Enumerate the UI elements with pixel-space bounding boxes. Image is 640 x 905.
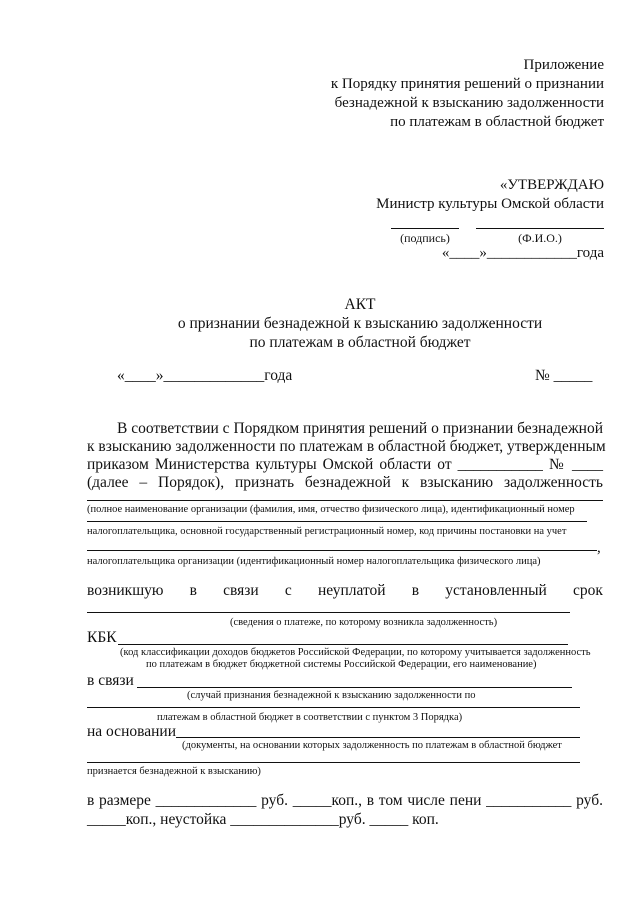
amount-line: в размере _____________ руб. _____коп., в том числе пени ___________ руб. <box>87 792 603 809</box>
arose-row <box>87 582 603 600</box>
hint-text: налогоплательщика, основной государственный регистрационный номер, код причины постановки на учет <box>87 526 567 537</box>
arose-word: в <box>189 582 197 599</box>
body-line: приказом Министерства культуры Омской области от ___________ № ____ <box>87 456 603 473</box>
arose-word: неуплатой <box>317 582 386 599</box>
arose-word: установленный <box>445 582 547 599</box>
act-subtitle: по платежам в областной бюджет <box>249 334 471 351</box>
approve-position: Министр культуры Омской области <box>376 196 604 212</box>
arose-word: срок <box>573 582 603 599</box>
arose-word: в <box>411 582 420 599</box>
basis-line <box>176 737 580 738</box>
kbk-label: КБК <box>87 629 117 646</box>
hint-text: (код классификации доходов бюджетов Российской Федерации, по которому учитывается задолженность <box>120 647 591 658</box>
appendix-line: по платежам в областной бюджет <box>390 114 604 130</box>
act-title: АКТ <box>344 296 376 313</box>
hint-text: (случай признания безнадежной к взысканию задолженности по <box>187 690 476 701</box>
approve-heading: «УТВЕРЖДАЮ <box>499 177 604 193</box>
hint-text: признается безнадежной к взысканию) <box>87 766 261 777</box>
arose-word: связи <box>223 582 259 599</box>
due-line <box>137 687 572 688</box>
due-label: в связи <box>87 672 134 689</box>
name-caption: (Ф.И.О.) <box>518 231 562 245</box>
name-line <box>476 228 604 229</box>
amount-line: _____коп., неустойка ______________руб. _____ коп. <box>87 811 439 828</box>
comma: , <box>597 540 601 556</box>
hint-text: (документы, на основании которых задолженность по платежам в областной бюджет <box>182 740 562 751</box>
appendix-line: к Порядку принятия решений о признании <box>330 76 604 92</box>
signature-line <box>391 228 459 229</box>
arose-word: возникшую <box>87 582 164 599</box>
body-line: (далее – Порядок), признать безнадежной к взысканию задолженность <box>87 474 603 491</box>
arose-word: с <box>284 582 292 599</box>
act-date: «____»_____________года <box>117 367 293 384</box>
debtor-line <box>87 521 587 522</box>
hint-text: (полное наименование организации (фамилия, имя, отчество физического лица), идентификационный номер <box>87 504 575 515</box>
debtor-line <box>87 500 603 501</box>
basis-label: на основании <box>87 723 176 740</box>
hint-text: налогоплательщика организации (идентификационный номер налогоплательщика физического лица) <box>87 556 541 567</box>
kbk-line <box>118 644 568 645</box>
hint-text: платежам в областной бюджет в соответствии с пунктом 3 Порядка) <box>157 712 463 723</box>
payment-line <box>87 612 570 613</box>
act-subtitle: о признании безнадежной к взысканию задолженности <box>177 315 543 332</box>
body-line: к взысканию задолженности по платежам в областной бюджет, утвержденным <box>87 438 606 455</box>
due-line <box>87 707 580 708</box>
appendix-line: безнадежной к взысканию задолженности <box>334 95 604 111</box>
signature-caption: (подпись) <box>400 231 450 245</box>
body-line: В соответствии с Порядком принятия решений о признании безнадежной <box>117 420 603 437</box>
basis-line <box>87 762 580 763</box>
act-number: № _____ <box>535 367 593 384</box>
hint-text: по платежам в бюджет бюджетной системы Российской Федерации, его наименование) <box>146 659 537 670</box>
appendix-title: Приложение <box>523 57 604 73</box>
hint-text: (сведения о платеже, по которому возникла задолженность) <box>230 617 498 628</box>
debtor-line <box>87 550 597 551</box>
approve-date: «____»____________года <box>441 245 604 261</box>
